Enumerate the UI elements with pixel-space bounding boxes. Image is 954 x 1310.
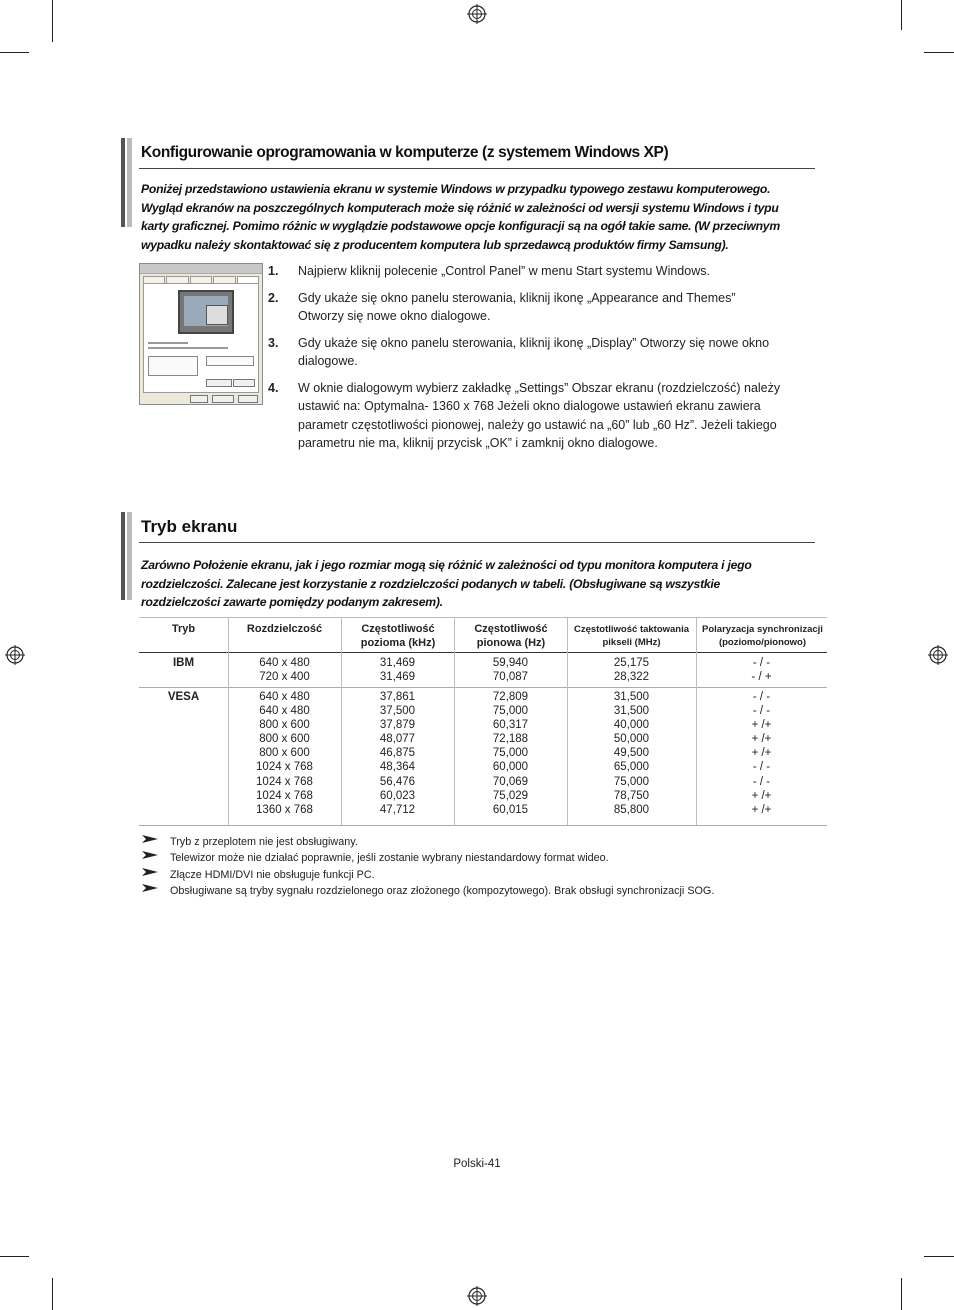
table-cell-v-freq: 72,809 75,000 60,317 72,188 75,000 60,000 70,069 75,029 60,015	[492, 691, 529, 816]
crop-mark	[52, 0, 53, 42]
table-cell-resolution: 640 x 480 640 x 480 800 x 600 800 x 600 800 x 600 1024 x 768 1024 x 768 1024 x 768 1360 x 768	[256, 691, 313, 816]
arrow-right-icon	[141, 850, 159, 860]
step-item	[268, 379, 808, 453]
table-rule	[139, 687, 827, 688]
arrow-right-icon	[141, 867, 159, 877]
window-icon	[206, 305, 228, 325]
monitor-screen	[184, 296, 228, 326]
step-item	[268, 334, 808, 371]
dialog-button	[212, 395, 234, 403]
arrow-right-icon	[141, 883, 159, 893]
table-cell-pixel-clock: 31,500 31,500 40,000 50,000 49,500 65,000 75,000 78,750 85,800	[613, 691, 650, 816]
crop-mark	[0, 52, 29, 53]
step-text: W oknie dialogowym wybierz zakładkę „Settings” Obszar ekranu (rozdzielczość) należy ustawić na: Optymalna- 1360 x 768 Jeżeli okno dialogowe ustawień ekranu zawiera parametr częstotliwości pionowej, należy go ustawić na „60” lub „60 Hz”. Jeżeli takiego parametru nie ma, kliknij przycisk „OK” i zamknij okno dialogowe.	[298, 380, 781, 450]
section-marker	[121, 138, 125, 227]
note-item	[141, 850, 841, 866]
section-marker	[127, 138, 132, 227]
column-header-pixel-clock: Częstotliwość taktowania pikseli (MHz)	[573, 624, 690, 648]
section-rule	[139, 168, 815, 169]
step-item	[268, 262, 808, 281]
table-rule	[139, 617, 827, 618]
table-cell-v-freq: 59,940 70,087	[492, 657, 529, 684]
note-item	[141, 867, 841, 883]
dialog-tab	[213, 276, 235, 283]
step-text: Najpierw kliknij polecenie „Control Panel” w menu Start systemu Windows.	[298, 264, 710, 278]
dialog-tab	[143, 276, 165, 283]
crop-mark	[924, 52, 954, 53]
crop-mark	[52, 1278, 53, 1310]
section-title: Tryb ekranu	[141, 517, 238, 536]
table-cell-resolution: 640 x 480 720 x 400	[259, 657, 310, 684]
section-marker	[121, 512, 125, 600]
steps-list	[268, 262, 808, 461]
column-header-polarity: Polaryzacja synchronizacji (poziomo/pionowo)	[702, 624, 823, 648]
crop-mark	[0, 1256, 29, 1257]
table-cell-h-freq: 37,861 37,500 37,879 48,077 46,875 48,364 56,476 60,023 47,712	[379, 691, 416, 816]
dialog-tab	[190, 276, 212, 283]
registration-mark-icon	[928, 645, 948, 665]
table-cell-h-freq: 31,469 31,469	[379, 657, 416, 684]
registration-mark-icon	[467, 1286, 487, 1306]
dialog-button	[238, 395, 258, 403]
step-number: 1.	[268, 264, 279, 278]
dialog-line	[148, 342, 188, 344]
dialog-tabs	[140, 274, 262, 283]
dialog-box	[148, 356, 198, 376]
column-header-v-freq: Częstotliwość pionowa (Hz)	[474, 623, 548, 649]
step-text: Gdy ukaże się okno panelu sterowania, kliknij ikonę „Appearance and Themes” Otworzy się nowe okno dialogowe.	[298, 290, 736, 323]
column-header-h-freq: Częstotliwość pozioma (kHz)	[360, 623, 436, 649]
display-properties-screenshot	[139, 263, 263, 405]
table-cell-mode: IBM	[172, 657, 195, 669]
dialog-tab	[237, 276, 259, 283]
note-item	[141, 834, 841, 850]
column-header-mode: Tryb	[171, 623, 196, 635]
table-cell-polarity: - / - - / +	[751, 657, 772, 684]
section-marker	[127, 512, 132, 600]
crop-mark	[901, 0, 902, 30]
table-cell-mode: VESA	[167, 691, 200, 703]
table-rule	[139, 652, 827, 653]
dialog-button	[206, 379, 232, 387]
note-item	[141, 883, 841, 899]
step-item	[268, 289, 808, 326]
dialog-button	[233, 379, 255, 387]
page-number: Polski-41	[453, 1158, 501, 1170]
monitor-icon	[178, 290, 234, 334]
step-number: 2.	[268, 290, 279, 305]
dialog-box	[206, 356, 254, 366]
note-text: Telewizor może nie działać poprawnie, jeśli zostanie wybrany niestandardowy format wideo.	[170, 852, 609, 865]
column-header-resolution: Rozdzielczość	[246, 623, 323, 635]
dialog-titlebar	[140, 264, 262, 274]
step-text: Gdy ukaże się okno panelu sterowania, kliknij ikonę „Display” Otworzy się nowe okno dialogowe.	[298, 335, 770, 368]
table-rule	[139, 825, 827, 826]
dialog-tab	[166, 276, 188, 283]
dialog-button	[190, 395, 208, 403]
note-text: Złącze HDMI/DVI nie obsługuje funkcji PC.	[170, 868, 375, 881]
table-cell-pixel-clock: 25,175 28,322	[613, 657, 650, 684]
section-intro: Poniżej przedstawiono ustawienia ekranu w systemie Windows w przypadku typowego zestawu komputerowego. Wygląd ekranów na poszczególnych komputerach może się różnić w zależności od wersji systemu Windows i typu karty graficznej. Pomimo różnic w wyglądzie podstawowe opcje konfiguracji są na ogół takie same. (W przeciwnym wypadku należy skontaktować się z producentem komputera lub sprzedawcą produktów firmy Samsung).	[141, 182, 780, 252]
notes-list	[141, 834, 841, 899]
crop-mark	[924, 1256, 954, 1257]
step-number: 3.	[268, 335, 279, 350]
note-text: Tryb z przeplotem nie jest obsługiwany.	[170, 836, 358, 848]
dialog-line	[148, 347, 228, 349]
section-title: Konfigurowanie oprogramowania w komputerze (z systemem Windows XP)	[141, 144, 669, 161]
section-rule	[139, 542, 815, 543]
registration-mark-icon	[467, 4, 487, 24]
dialog-panel	[143, 283, 259, 393]
arrow-right-icon	[141, 834, 159, 844]
step-number: 4.	[268, 380, 279, 395]
section-intro: Zarówno Położenie ekranu, jak i jego rozmiar mogą się różnić w zależności od typu monitora komputera i jego rozdzielczości. Zalecane jest korzystanie z rozdzielczości podanych w tabeli. (Obsługiwane są wszystkie rozdzielczości zawarte pomiędzy podanym zakresem).	[141, 558, 752, 609]
registration-mark-icon	[5, 645, 25, 665]
crop-mark	[901, 1278, 902, 1310]
note-text: Obsługiwane są tryby sygnału rozdzielonego oraz złożonego (kompozytowego). Brak obsługi synchronizacji SOG.	[170, 884, 715, 897]
table-cell-polarity: - / - - / - + /+ + /+ + /+ - / - - / - + /+ + /+	[751, 691, 772, 816]
